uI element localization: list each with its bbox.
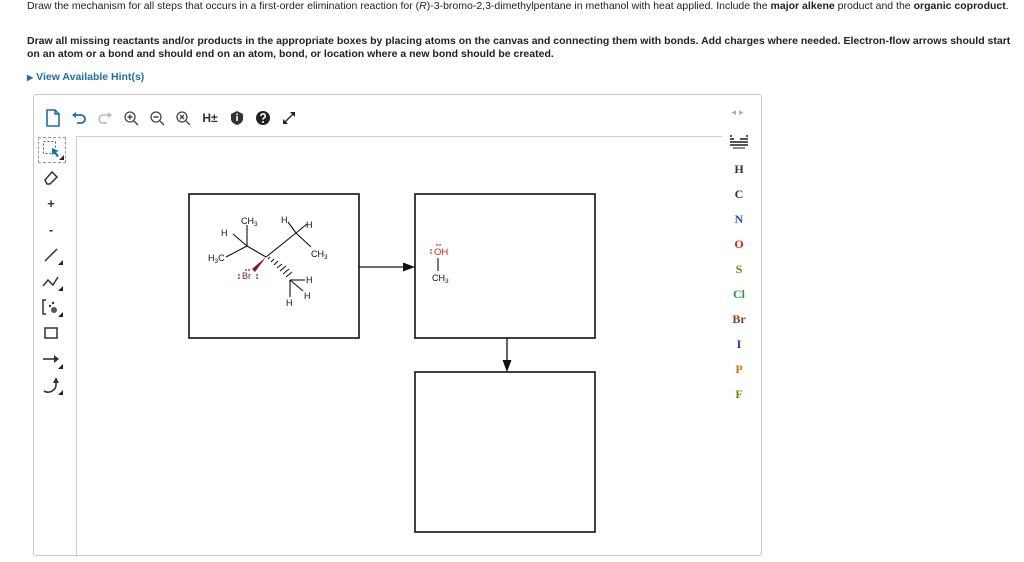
zoom-reset-icon[interactable] (172, 107, 194, 129)
help-icon[interactable] (252, 107, 274, 129)
reaction-arrow (359, 263, 415, 272)
zoom-out-icon[interactable] (146, 107, 168, 129)
element-h-button[interactable]: H (734, 162, 744, 176)
right-toolbar (724, 107, 754, 407)
methanol-molecule (430, 244, 449, 285)
instructions-text: Draw all missing reactants and/or products in the appropriate boxes by placing atoms on the canvas and connecting them with bonds. Add charges where needed. Electron-flow arrows should start on an atom or a bond and should end on an atom, bond, or location where a new bond should be created. (27, 35, 1011, 60)
lone-pair-icon[interactable] (38, 295, 64, 319)
svg-text:Br: Br (242, 271, 251, 281)
chain-icon[interactable] (38, 269, 64, 293)
new-document-icon[interactable] (42, 107, 64, 129)
atom-label-h-bottom: H (286, 298, 293, 308)
zoom-in-icon[interactable] (120, 107, 142, 129)
product-box-bottom[interactable] (415, 372, 595, 532)
eraser-icon[interactable] (38, 165, 64, 189)
reactant-box[interactable] (189, 194, 359, 338)
element-s-button[interactable]: S (735, 262, 743, 276)
molecule-editor (33, 94, 762, 556)
view-hints-link[interactable]: ▶ View Available Hint(s) (27, 71, 145, 83)
rectangle-icon[interactable] (38, 321, 64, 345)
svg-text:OH: OH (434, 247, 449, 258)
atom-label-h-top-right: H (281, 215, 288, 225)
element-br-button[interactable]: Br (732, 312, 746, 326)
redo-icon[interactable] (94, 107, 116, 129)
question-text: Draw the mechanism for all steps that occurs in a first-order elimination reaction for (R)-3-bromo-2,3-dimethylpentane in methanol with heat applied. Include the major alkene product and the organic coproduct. (27, 0, 1009, 12)
wedge-bond (252, 257, 266, 272)
product-box-top[interactable] (415, 194, 595, 338)
panel-nav-arrows[interactable]: ◂▸ (731, 107, 747, 117)
atom-label-h-top-right-2: H (306, 220, 313, 230)
element-i-button[interactable]: I (736, 337, 742, 351)
element-c-button[interactable]: C (734, 187, 744, 201)
atom-label-h3c: $H_3C$ (208, 253, 225, 265)
element-o-button[interactable]: O (734, 237, 744, 251)
left-toolbar (38, 137, 68, 399)
undo-icon[interactable] (68, 107, 90, 129)
info-icon[interactable] (226, 107, 248, 129)
svg-text:CH3: $CH_3$ (432, 273, 449, 285)
atom-label-ch3-right: $CH_3$ (311, 249, 328, 261)
single-bond-icon[interactable] (38, 243, 64, 267)
fullscreen-icon[interactable] (278, 107, 300, 129)
triangle-right-icon: ▶ (27, 73, 34, 82)
atom-label-h-right-low: H (304, 291, 311, 301)
curved-arrow-icon[interactable] (38, 373, 64, 397)
element-f-button[interactable]: F (735, 387, 743, 401)
periodic-table-icon[interactable] (724, 135, 754, 151)
reaction-arrow-icon[interactable] (38, 347, 64, 371)
atom-label-h-left: H (221, 228, 228, 238)
top-toolbar (42, 107, 304, 129)
down-arrow (503, 338, 512, 372)
atom-label-h-right-mid: H (306, 275, 313, 285)
reactant-molecule (226, 222, 311, 297)
select-tool[interactable] (38, 137, 66, 163)
atom-label-ch3-top: $CH_3$ (241, 216, 258, 228)
hash-bond (268, 257, 292, 277)
element-cl-button[interactable]: Cl (733, 287, 745, 301)
element-list (724, 157, 754, 407)
explicit-hydrogens-toggle[interactable]: H± (202, 111, 218, 125)
negative-charge-tool[interactable]: - (48, 221, 54, 237)
element-n-button[interactable]: N (734, 212, 744, 226)
element-p-button[interactable]: P (735, 362, 743, 376)
drawing-canvas[interactable] (76, 136, 722, 557)
positive-charge-tool[interactable]: + (47, 195, 55, 211)
